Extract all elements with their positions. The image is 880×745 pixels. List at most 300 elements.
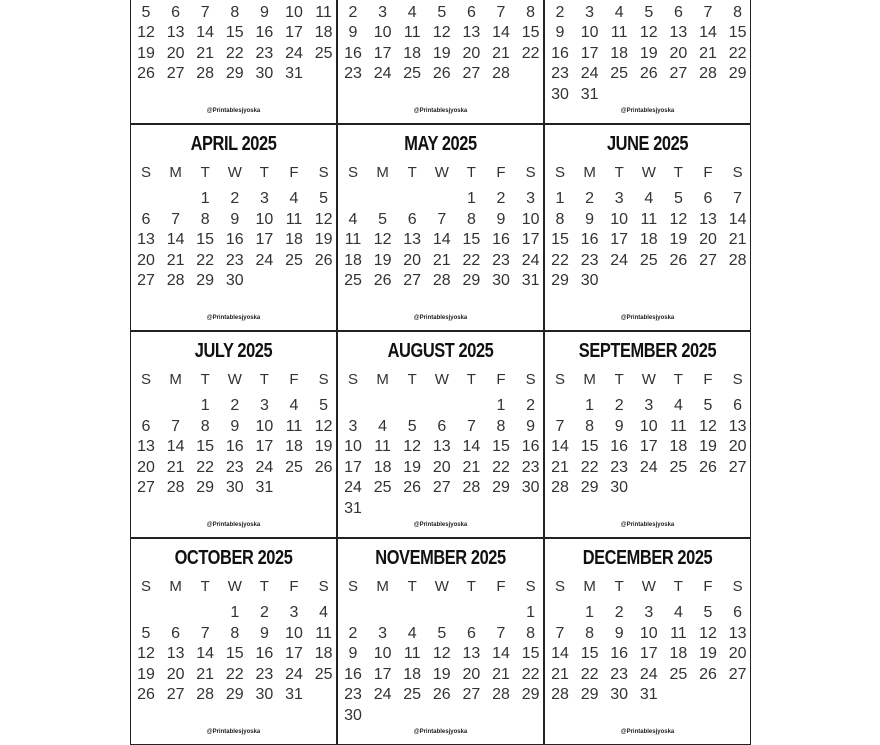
day-number: 29 — [551, 272, 569, 289]
week-row — [131, 685, 336, 705]
day-number: 19 — [669, 231, 688, 248]
day-number: 3 — [289, 604, 299, 621]
day-number: 15 — [196, 231, 215, 248]
day-number: 26 — [639, 65, 658, 82]
day-number: 22 — [196, 458, 215, 476]
weekday-label: W — [227, 578, 242, 595]
day-number: 3 — [259, 397, 269, 414]
day-number: 24 — [285, 665, 303, 683]
day-number: 26 — [314, 251, 333, 269]
day-number: 11 — [344, 231, 362, 248]
weekday-label: T — [673, 164, 683, 181]
day-number: 23 — [344, 686, 362, 703]
month-december — [544, 538, 751, 745]
day-number: 5 — [319, 397, 329, 414]
day-number: 10 — [521, 210, 540, 228]
day-number: 9 — [585, 210, 595, 228]
watermark: @Printablesjyoska — [206, 315, 261, 321]
day-number: 11 — [403, 645, 421, 662]
weekday-label: S — [318, 371, 329, 388]
weekday-label: S — [525, 578, 536, 595]
day-number: 27 — [166, 686, 185, 703]
day-number: 4 — [378, 417, 388, 435]
day-number: 6 — [171, 3, 181, 21]
day-number: 28 — [166, 479, 185, 496]
day-number: 12 — [314, 417, 333, 435]
day-number: 9 — [348, 24, 358, 41]
day-number: 16 — [225, 438, 244, 455]
day-number: 9 — [526, 417, 536, 435]
day-number: 25 — [403, 65, 422, 82]
day-number: 26 — [373, 272, 392, 289]
day-number: 21 — [551, 665, 569, 683]
day-number: 5 — [407, 417, 417, 435]
day-number: 5 — [703, 397, 713, 414]
day-number: 4 — [673, 397, 683, 414]
day-number: 7 — [496, 624, 506, 642]
day-number: 28 — [196, 686, 215, 703]
day-number: 17 — [580, 44, 599, 62]
day-number: 13 — [462, 645, 481, 662]
day-number: 9 — [614, 417, 624, 435]
day-number: 11 — [285, 210, 303, 228]
day-number: 16 — [225, 231, 244, 248]
day-number: 20 — [137, 251, 155, 269]
weekday-label: F — [496, 371, 506, 388]
week-row — [338, 665, 543, 685]
weekday-label: T — [614, 371, 624, 388]
watermark: @Printablesjyoska — [413, 522, 468, 528]
weekday-header — [545, 370, 750, 390]
week-row — [545, 210, 750, 230]
day-number: 17 — [521, 231, 540, 248]
weekday-header — [338, 370, 543, 390]
week-row — [131, 210, 336, 230]
day-number: 26 — [403, 479, 422, 496]
day-number: 30 — [255, 686, 274, 703]
day-number: 7 — [200, 624, 210, 642]
week-row — [338, 458, 543, 478]
day-number: 19 — [639, 44, 658, 62]
day-number: 28 — [492, 65, 510, 82]
day-number: 29 — [196, 479, 215, 496]
weekday-label: W — [434, 371, 449, 388]
day-number: 20 — [728, 645, 747, 662]
day-number: 4 — [673, 604, 683, 621]
day-number: 4 — [289, 397, 299, 414]
day-number: 23 — [492, 251, 510, 269]
week-row — [131, 396, 336, 416]
day-number: 8 — [733, 3, 743, 21]
day-number: 15 — [521, 645, 540, 662]
day-number: 19 — [137, 665, 155, 683]
day-number: 19 — [137, 44, 155, 62]
day-number: 15 — [728, 24, 747, 41]
week-row — [131, 478, 336, 498]
month-title: NOVEMBER 2025 — [375, 547, 506, 569]
week-row — [545, 271, 750, 291]
day-number: 27 — [137, 272, 155, 289]
day-number: 19 — [314, 438, 333, 455]
day-number: 21 — [166, 458, 185, 476]
day-number: 15 — [225, 24, 244, 41]
week-row — [545, 624, 750, 644]
day-number: 14 — [728, 210, 747, 228]
day-number: 30 — [344, 706, 362, 724]
day-number: 17 — [639, 645, 658, 662]
day-number: 14 — [551, 438, 569, 455]
day-number: 30 — [551, 85, 569, 103]
day-number: 24 — [580, 65, 599, 82]
week-row — [338, 478, 543, 498]
weekday-label: T — [407, 164, 417, 181]
week-row — [131, 23, 336, 43]
month-january — [130, 0, 337, 124]
day-number: 6 — [437, 417, 447, 435]
day-number: 29 — [492, 479, 510, 496]
day-number: 24 — [521, 251, 540, 269]
week-row — [545, 644, 750, 664]
day-number: 24 — [639, 665, 658, 683]
weekday-header — [131, 577, 336, 597]
week-row — [131, 251, 336, 271]
day-number: 24 — [373, 686, 392, 703]
day-number: 12 — [432, 645, 451, 662]
week-row — [545, 189, 750, 209]
day-number: 8 — [230, 3, 240, 21]
day-number: 25 — [610, 65, 629, 82]
day-number: 21 — [728, 231, 747, 248]
day-number: 29 — [521, 686, 540, 703]
weekday-label: S — [140, 164, 151, 181]
day-number: 13 — [699, 210, 717, 228]
week-row — [545, 396, 750, 416]
day-number: 26 — [669, 251, 688, 269]
day-number: 10 — [373, 645, 392, 662]
day-number: 16 — [521, 438, 540, 455]
day-number: 22 — [580, 665, 599, 683]
week-row — [338, 210, 543, 230]
day-number: 23 — [344, 65, 362, 82]
weekday-label: S — [318, 578, 329, 595]
day-number: 17 — [373, 44, 392, 62]
month-title: MAY 2025 — [404, 133, 477, 155]
day-number: 25 — [314, 44, 333, 62]
watermark: @Printablesjyoska — [206, 108, 261, 114]
day-number: 14 — [699, 24, 717, 41]
day-number: 8 — [526, 3, 536, 21]
day-number: 7 — [733, 190, 743, 207]
weekday-label: F — [289, 164, 299, 181]
week-row — [545, 665, 750, 685]
day-number: 3 — [348, 417, 358, 435]
day-number: 15 — [462, 231, 481, 248]
month-title: AUGUST 2025 — [387, 340, 494, 362]
day-number: 11 — [670, 417, 687, 435]
day-number: 24 — [344, 479, 362, 496]
day-number: 13 — [728, 624, 747, 642]
day-number: 20 — [699, 231, 717, 248]
day-number: 9 — [348, 645, 358, 662]
day-number: 12 — [373, 231, 392, 248]
day-number: 21 — [551, 458, 569, 476]
day-number: 14 — [196, 645, 215, 662]
day-number: 13 — [137, 231, 155, 248]
day-number: 11 — [610, 24, 628, 41]
week-row — [338, 396, 543, 416]
day-number: 19 — [314, 231, 333, 248]
watermark: @Printablesjyoska — [413, 108, 468, 114]
day-number: 15 — [580, 438, 599, 455]
week-row — [131, 665, 336, 685]
day-number: 6 — [141, 210, 151, 228]
month-november — [337, 538, 544, 745]
day-number: 25 — [285, 251, 303, 269]
day-number: 17 — [373, 665, 392, 683]
day-number: 15 — [521, 24, 540, 41]
day-number: 16 — [610, 438, 629, 455]
week-row — [131, 624, 336, 644]
day-number: 18 — [669, 438, 688, 455]
day-number: 21 — [166, 251, 185, 269]
day-number: 30 — [521, 479, 540, 496]
day-number: 28 — [551, 686, 569, 703]
week-row — [338, 23, 543, 43]
month-title: JULY 2025 — [194, 340, 273, 362]
day-number: 9 — [259, 624, 269, 642]
week-row — [545, 458, 750, 478]
day-number: 2 — [614, 604, 624, 621]
month-march — [544, 0, 751, 124]
month-july — [130, 331, 337, 538]
day-number: 17 — [285, 645, 303, 662]
day-number: 11 — [403, 24, 421, 41]
day-number: 3 — [644, 604, 654, 621]
day-number: 16 — [344, 44, 362, 62]
day-number: 21 — [432, 251, 451, 269]
day-number: 16 — [580, 231, 599, 248]
day-number: 25 — [639, 251, 658, 269]
day-number: 17 — [285, 24, 303, 41]
week-row — [338, 437, 543, 457]
day-number: 7 — [171, 417, 181, 435]
day-number: 8 — [526, 624, 536, 642]
day-number: 28 — [492, 686, 510, 703]
day-number: 23 — [551, 65, 569, 82]
weekday-label: F — [289, 578, 299, 595]
day-number: 7 — [703, 3, 713, 21]
day-number: 21 — [196, 44, 215, 62]
day-number: 25 — [314, 665, 333, 683]
day-number: 12 — [699, 624, 717, 642]
day-number: 14 — [196, 24, 215, 41]
month-title: APRIL 2025 — [190, 133, 277, 155]
day-number: 19 — [403, 458, 422, 476]
month-april — [130, 124, 337, 331]
day-number: 16 — [551, 44, 569, 62]
watermark: @Printablesjyoska — [620, 315, 675, 321]
day-number: 8 — [230, 624, 240, 642]
day-number: 5 — [141, 624, 151, 642]
day-number: 1 — [555, 190, 565, 207]
weekday-label: F — [289, 371, 299, 388]
watermark: @Printablesjyoska — [413, 729, 468, 735]
day-number: 31 — [285, 65, 303, 82]
day-number: 21 — [462, 458, 481, 476]
weekday-label: S — [140, 578, 151, 595]
week-row — [338, 685, 543, 705]
weekday-header — [338, 577, 543, 597]
week-row — [545, 85, 750, 105]
week-row — [338, 644, 543, 664]
weekday-label: W — [227, 164, 242, 181]
day-number: 9 — [555, 24, 565, 41]
week-row — [338, 3, 543, 23]
day-number: 14 — [166, 231, 185, 248]
day-number: 24 — [255, 458, 274, 476]
day-number: 12 — [137, 24, 155, 41]
day-number: 14 — [551, 645, 569, 662]
month-august — [337, 331, 544, 538]
day-number: 18 — [344, 251, 362, 269]
day-number: 5 — [141, 3, 151, 21]
day-number: 3 — [378, 3, 388, 21]
week-row — [545, 44, 750, 64]
week-row — [338, 417, 543, 437]
day-number: 28 — [699, 65, 717, 82]
weekday-label: M — [376, 371, 389, 388]
day-number: 10 — [639, 624, 658, 642]
day-number: 8 — [200, 417, 210, 435]
day-number: 23 — [521, 458, 540, 476]
week-row — [338, 603, 543, 623]
weekday-label: F — [703, 164, 713, 181]
day-number: 2 — [496, 190, 506, 207]
day-number: 5 — [703, 604, 713, 621]
day-number: 27 — [728, 665, 747, 683]
day-number: 20 — [462, 44, 481, 62]
weekday-label: T — [200, 578, 210, 595]
day-number: 26 — [314, 458, 333, 476]
day-number: 2 — [585, 190, 595, 207]
day-number: 7 — [496, 3, 506, 21]
day-number: 1 — [230, 604, 240, 621]
month-october — [130, 538, 337, 745]
day-number: 22 — [462, 251, 481, 269]
weekday-label: F — [703, 371, 713, 388]
day-number: 25 — [285, 458, 303, 476]
week-row — [338, 189, 543, 209]
weekday-label: S — [554, 164, 565, 181]
day-number: 31 — [521, 272, 540, 289]
watermark: @Printablesjyoska — [620, 729, 675, 735]
day-number: 20 — [462, 665, 481, 683]
day-number: 29 — [225, 65, 244, 82]
day-number: 7 — [171, 210, 181, 228]
day-number: 20 — [728, 438, 747, 455]
day-number: 21 — [196, 665, 215, 683]
day-number: 22 — [225, 665, 244, 683]
day-number: 28 — [728, 251, 747, 269]
day-number: 22 — [225, 44, 244, 62]
month-title: DECEMBER 2025 — [582, 547, 713, 569]
day-number: 13 — [166, 645, 185, 662]
day-number: 31 — [639, 686, 658, 703]
day-number: 23 — [255, 44, 274, 62]
day-number: 16 — [610, 645, 629, 662]
day-number: 20 — [403, 251, 422, 269]
day-number: 5 — [319, 190, 329, 207]
day-number: 1 — [585, 604, 595, 621]
weekday-label: T — [259, 578, 269, 595]
day-number: 14 — [432, 231, 451, 248]
day-number: 9 — [230, 210, 240, 228]
week-row — [338, 44, 543, 64]
day-number: 8 — [466, 210, 476, 228]
weekday-label: W — [641, 578, 656, 595]
day-number: 9 — [259, 3, 269, 21]
day-number: 20 — [432, 458, 451, 476]
week-row — [131, 64, 336, 84]
weekday-label: T — [200, 371, 210, 388]
day-number: 10 — [344, 438, 362, 455]
day-number: 12 — [314, 210, 333, 228]
weekday-label: T — [673, 578, 683, 595]
month-title: JUNE 2025 — [606, 133, 689, 155]
day-number: 23 — [610, 665, 629, 683]
watermark: @Printablesjyoska — [620, 522, 675, 528]
day-number: 4 — [289, 190, 299, 207]
day-number: 28 — [166, 272, 185, 289]
weekday-label: S — [732, 164, 743, 181]
day-number: 6 — [466, 3, 476, 21]
weekday-label: S — [318, 164, 329, 181]
day-number: 23 — [255, 665, 274, 683]
weekday-label: W — [641, 164, 656, 181]
day-number: 2 — [230, 397, 240, 414]
day-number: 25 — [669, 665, 688, 683]
day-number: 29 — [462, 272, 481, 289]
day-number: 19 — [699, 645, 717, 662]
week-row — [131, 230, 336, 250]
day-number: 23 — [610, 458, 629, 476]
day-number: 27 — [462, 65, 481, 82]
day-number: 27 — [137, 479, 155, 496]
day-number: 30 — [225, 479, 244, 496]
day-number: 27 — [669, 65, 688, 82]
day-number: 31 — [344, 499, 362, 517]
week-row — [545, 437, 750, 457]
day-number: 7 — [200, 3, 210, 21]
day-number: 7 — [555, 417, 565, 435]
day-number: 25 — [669, 458, 688, 476]
week-row — [131, 603, 336, 623]
weekday-label: S — [140, 371, 151, 388]
day-number: 19 — [373, 251, 392, 269]
day-number: 22 — [551, 251, 569, 269]
weekday-label: T — [466, 578, 476, 595]
weekday-label: F — [496, 578, 506, 595]
day-number: 14 — [166, 438, 185, 455]
day-number: 14 — [492, 645, 510, 662]
day-number: 22 — [521, 665, 540, 683]
day-number: 5 — [437, 3, 447, 21]
day-number: 16 — [492, 231, 510, 248]
month-june — [544, 124, 751, 331]
weekday-header — [338, 163, 543, 183]
day-number: 13 — [137, 438, 155, 455]
weekday-label: W — [227, 371, 242, 388]
